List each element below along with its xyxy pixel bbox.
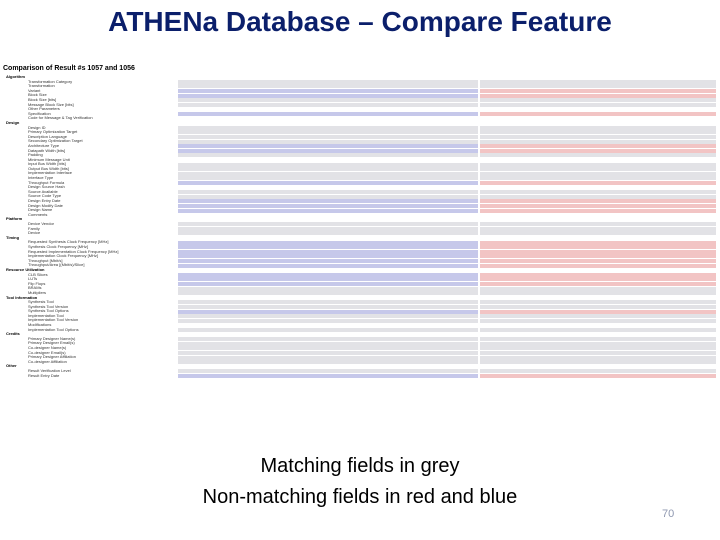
section-label: Timing xyxy=(6,234,20,240)
field-label: Result Verification Level xyxy=(28,368,71,373)
section-label: Resource Utilization xyxy=(6,266,45,272)
field-label: Modifications xyxy=(28,322,52,328)
field-label: Other Parameters xyxy=(28,106,60,112)
result-a-cell xyxy=(178,374,478,378)
field-label: Implementation Tool xyxy=(28,312,64,318)
section-label: Platform xyxy=(6,216,23,222)
field-label: Padding xyxy=(28,152,43,158)
field-label: Synthesis Tool Version xyxy=(28,303,69,309)
comparison-screenshot xyxy=(0,62,720,440)
field-label: Multipliers xyxy=(28,289,47,295)
field-label: Co-designer Name(s) xyxy=(28,345,67,351)
field-label: BRAMs xyxy=(28,285,42,291)
field-label: Throughput Formula xyxy=(28,179,65,185)
field-label: Description Language xyxy=(28,133,67,139)
caption-matching: Matching fields in grey xyxy=(260,455,460,477)
field-label: Implementation Tool Options xyxy=(28,326,79,332)
section-label: Algorithm xyxy=(6,74,25,79)
field-label: CLB Slices xyxy=(28,271,48,277)
field-label: Block Size xyxy=(28,92,47,98)
field-label: Transformation Category xyxy=(28,78,73,84)
field-label: Primary Optimization Target xyxy=(28,129,78,135)
field-label: Primary Designer Email(s) xyxy=(28,340,75,346)
field-label: Minimum Message Unit xyxy=(28,156,70,162)
field-label: Message Block Size [bits] xyxy=(28,101,74,107)
field-label: Device xyxy=(28,230,41,236)
result-b-cell xyxy=(480,374,716,378)
field-label: Block Size [bits] xyxy=(28,96,57,102)
field-label: Code for Message & Tag Verification xyxy=(28,115,93,121)
field-label: Output Bus Width [bits] xyxy=(28,165,69,171)
field-label: Source Available xyxy=(28,188,58,194)
field-label: Design Entry Date xyxy=(28,198,61,204)
field-label: Design Source Hash xyxy=(28,184,65,190)
field-label: Co-designer Email(s) xyxy=(28,349,66,355)
field-label: Transformation xyxy=(28,83,55,89)
caption-nonmatching: Non-matching fields in red and blue xyxy=(202,486,518,508)
page-number: 70 xyxy=(662,508,675,520)
field-label: Implementation Tool Version xyxy=(28,317,79,323)
field-label: Implementation Interface xyxy=(28,170,73,176)
comparison-title: Comparison of Result #s 1057 and 1056 xyxy=(3,65,135,72)
field-label: Variant xyxy=(28,87,41,93)
field-label: Family xyxy=(28,225,40,231)
field-label: Implementation Clock Frequency [MHz] xyxy=(28,253,99,259)
field-label: Throughput [Mbit/s] xyxy=(28,257,63,263)
field-label: Design Modify Date xyxy=(28,202,63,208)
field-label: Throughput/Area [(Mbit/s)/Slice] xyxy=(28,262,85,268)
section-label: Other xyxy=(6,363,17,369)
field-label: Synthesis Clock Frequency [MHz] xyxy=(28,243,89,249)
field-label: Result Entry Date xyxy=(28,372,60,378)
field-label: Architecture Type xyxy=(28,142,60,148)
field-label: Secondary Optimization Target xyxy=(28,138,83,144)
field-label: Requested Implementation Clock Frequency [MHz] xyxy=(28,248,119,254)
field-label: Primary Designer Name(s) xyxy=(28,335,76,341)
field-label: LUTs xyxy=(28,276,38,282)
field-label: Source Code Type xyxy=(28,193,62,199)
field-label: Specification xyxy=(28,110,51,116)
field-label: Input Bus Width [bits] xyxy=(28,161,66,167)
section-label: Credits xyxy=(6,331,20,337)
field-label: Flip Flops xyxy=(28,280,46,286)
section-label: Design xyxy=(6,119,20,125)
field-label: Requested Synthesis Clock Frequency [MHz] xyxy=(28,239,109,245)
field-label: Interface Type xyxy=(28,175,54,181)
field-label: Device Vendor xyxy=(28,221,55,226)
field-label: Comments xyxy=(28,211,48,217)
field-label: Synthesis Tool Options xyxy=(28,308,69,314)
slide-title: ATHENa Database – Compare Feature xyxy=(108,6,612,37)
section-label: Tool Information xyxy=(6,294,38,300)
field-label: Primary Designer Affiliation xyxy=(28,354,76,360)
field-label: Design Name xyxy=(28,207,53,213)
field-label: Design ID xyxy=(28,124,46,130)
field-label: Co-designer Affiliation xyxy=(28,358,67,364)
table-row xyxy=(0,374,720,379)
comparison-table xyxy=(0,75,720,378)
field-label: Synthesis Tool xyxy=(28,299,54,305)
field-label: Datapath Width [bits] xyxy=(28,147,66,153)
